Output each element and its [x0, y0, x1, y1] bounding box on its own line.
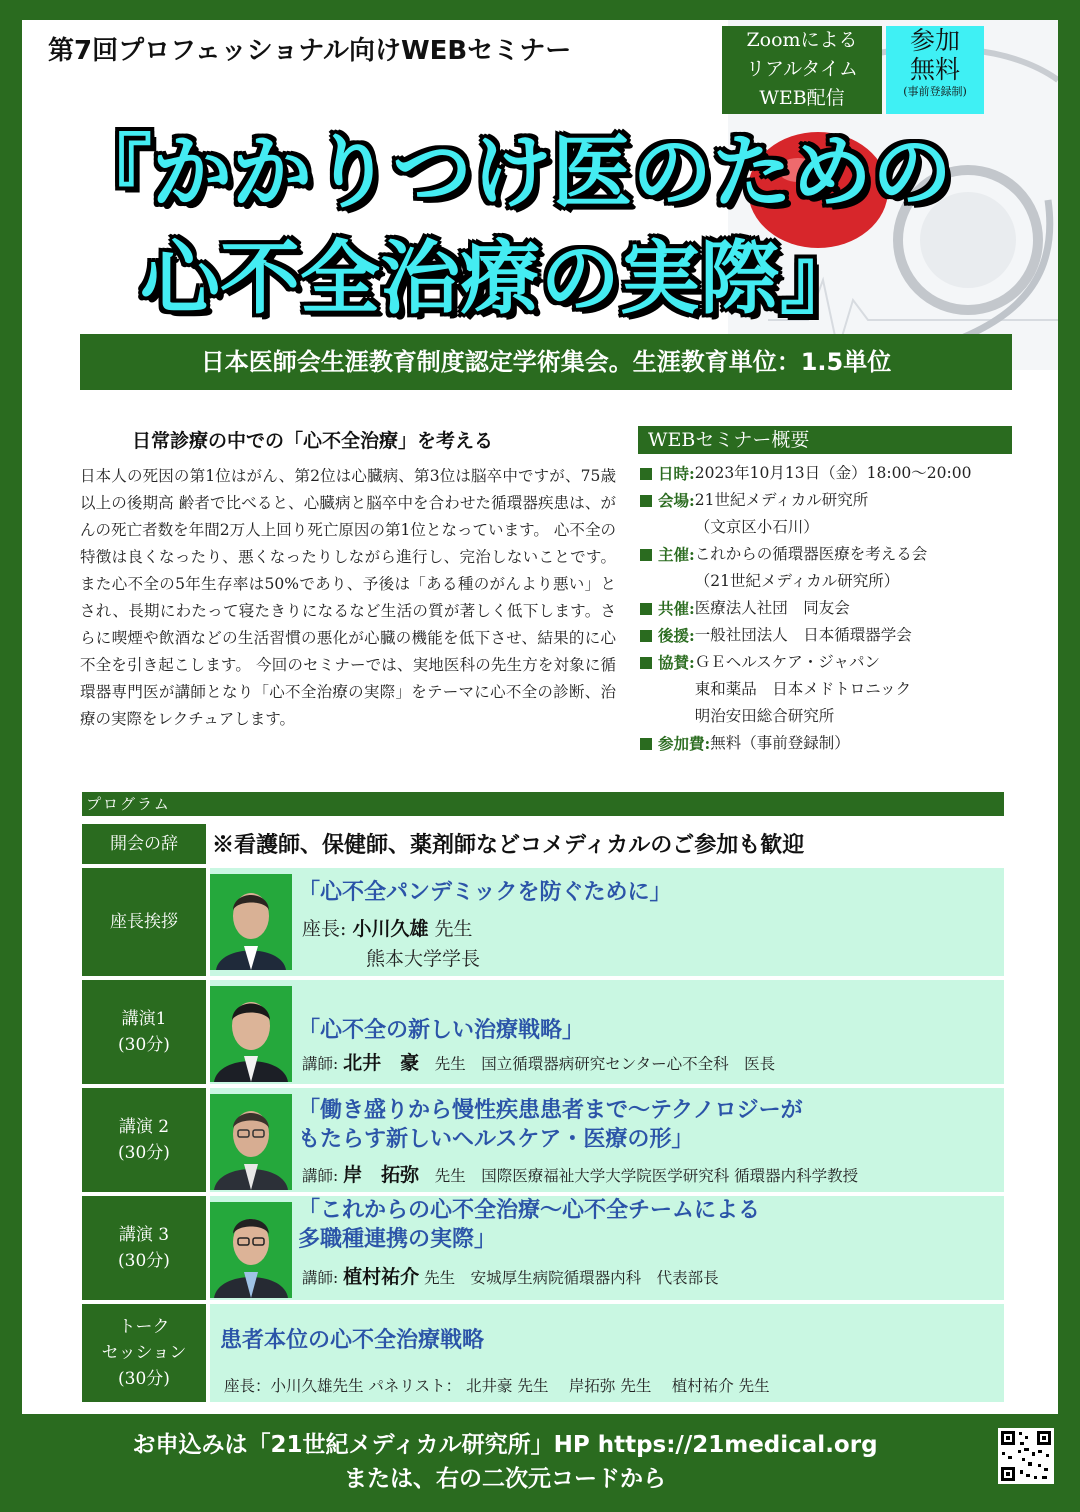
overview-label: 後援:	[658, 626, 695, 645]
program-heading: プログラム	[82, 792, 1004, 816]
session-speaker-line	[302, 1262, 719, 1289]
session-title: 「これからの心不全治療〜心不全チームによる 多職種連携の実際」	[298, 1197, 761, 1252]
session-speaker-name: 小川久雄	[352, 918, 429, 940]
overview-value: これからの循環器医療を考える会 （21世紀メディカル研究所）	[694, 545, 928, 590]
seminar-series-label: 第7回プロフェッショナル向けWEBセミナー	[48, 36, 572, 66]
zoom-line1: Zoomによる	[746, 29, 858, 51]
free-line1: 参加	[909, 26, 960, 55]
speaker-photo	[210, 1094, 292, 1190]
overview-value: ＧＥヘルスケア・ジャパン 東和薬品 日本メドトロニック 明治安田総合研究所	[694, 653, 912, 725]
free-line2: 無料	[909, 55, 960, 84]
session-speaker-name: 北井 豪	[343, 1052, 420, 1074]
opening-label: 開会の辞	[82, 824, 206, 864]
session-speaker-name: 植村祐介	[343, 1266, 420, 1288]
session-affiliation: 国際医療福祉大学大学院医学研究科 循環器内科学教授	[481, 1167, 859, 1185]
intro-heading: 日常診療の中での「心不全治療」を考える	[132, 430, 494, 452]
flyer-page	[22, 20, 1058, 1414]
registration-text: お申込みは「21世紀メディカル研究所」HP https://21medical.org	[132, 1432, 878, 1458]
qr-code-icon[interactable]	[998, 1428, 1054, 1484]
overview-item	[640, 730, 1020, 757]
bullet-square-icon	[640, 495, 652, 507]
overview-item	[640, 487, 1020, 541]
overview-item	[640, 622, 1020, 649]
session-label: 座長挨拶	[82, 868, 206, 976]
session-label: 講演1 (30分)	[82, 980, 206, 1084]
session-affiliation: 安城厚生病院循環器内科 代表部長	[470, 1269, 719, 1287]
main-title-line1: 『かかりつけ医のための	[72, 126, 952, 219]
speaker-photo	[210, 986, 292, 1082]
session-panel	[210, 1196, 1004, 1300]
session-panel	[210, 980, 1004, 1084]
zoom-line3: WEB配信	[759, 87, 845, 109]
session-speaker-line	[302, 914, 473, 941]
overview-heading: WEBセミナー概要	[638, 426, 1012, 454]
session-honorific: 先生	[424, 1269, 456, 1287]
speaker-photo	[210, 1202, 292, 1298]
zoom-line2: リアルタイム	[745, 58, 859, 80]
footer	[0, 1414, 1080, 1512]
overview-list	[640, 460, 1020, 757]
main-title	[72, 120, 1032, 332]
session-honorific: 先生	[434, 1055, 466, 1073]
speaker-photo	[210, 874, 292, 970]
bullet-square-icon	[640, 549, 652, 561]
bullet-square-icon	[640, 738, 652, 750]
certification-banner: 日本医師会生涯教育制度認定学術集会。生涯教育単位：1.5単位	[80, 334, 1012, 390]
session-label: 講演 3 (30分)	[82, 1196, 206, 1300]
main-title-line2: 心不全治療の実際』	[140, 232, 860, 325]
session-label: 講演 2 (30分)	[82, 1088, 206, 1192]
intro-body: 日本人の死因の第1位はがん、第2位は心臓病、第3位は脳卒中ですが、75歳以上の後期高 齢者で比べると、心臓病と脳卒中を合わせた循環器疾患は、がんの死亡者数を年間2万人上回り死亡原因の第1位となっています。 心不全の特徴は良くなったり、悪くなったりしながら進行し、完治しないことです。また心不全の5年生存率は50%であり、予後は「ある種のがんより悪い」とされ、長期にわたって寝たきりになるなど生活の質が著しく低下します。さらに喫煙や飲酒などの生活習慣の悪化が心臓の機能を低下させ、結果的に心不全を引き起こします。 今回のセミナーでは、実地医科の先生方を対象に循環器専門医が講師となり「心不全治療の実際」をテーマに心不全の診断、治療の実際をレクチュアします。	[80, 467, 616, 728]
session-speaker-line	[302, 1160, 858, 1187]
session-title: 「心不全の新しい治療戦略」	[298, 1017, 585, 1043]
talk-session-panel	[210, 1304, 1004, 1402]
session-role: 講師:	[302, 1167, 339, 1185]
bullet-square-icon	[640, 603, 652, 615]
free-participation-badge	[886, 26, 984, 114]
session-panel	[210, 1088, 1004, 1192]
talk-session-title: 患者本位の心不全治療戦略	[220, 1327, 485, 1353]
overview-item	[640, 649, 1020, 730]
session-role: 座長:	[302, 918, 347, 940]
session-honorific: 先生	[434, 1167, 466, 1185]
session-panel	[210, 868, 1004, 976]
overview-label: 会場:	[658, 491, 695, 510]
overview-value: 医療法人社団 同友会	[694, 599, 850, 617]
overview-value: 無料（事前登録制）	[710, 734, 850, 752]
session-affiliation: 熊本大学学長	[366, 948, 481, 970]
talk-session-participants: 座長：小川久雄先生 パネリスト： 北井豪 先生 岸拓弥 先生 植村祐介 先生	[224, 1377, 770, 1395]
overview-label: 協賛:	[658, 653, 695, 672]
session-title: 「働き盛りから慢性疾患患者まで〜テクノロジーが もたらす新しいヘルスケア・医療の形」	[298, 1097, 803, 1152]
talk-session-label: トーク セッション (30分)	[82, 1304, 206, 1402]
overview-item	[640, 595, 1020, 622]
session-title: 「心不全パンデミックを防ぐために」	[298, 879, 672, 905]
comedical-welcome-note: ※看護師、保健師、薬剤師などコメディカルのご参加も歓迎	[212, 832, 805, 858]
overview-item	[640, 460, 1020, 487]
session-role: 講師:	[302, 1269, 339, 1287]
overview-label: 参加費:	[658, 734, 711, 753]
session-speaker-name: 岸 拓弥	[343, 1164, 420, 1186]
overview-label: 日時:	[658, 464, 695, 483]
overview-value: 2023年10月13日（金）18:00〜20:00	[694, 464, 972, 482]
session-affiliation: 国立循環器病研究センター心不全科 医長	[481, 1055, 776, 1073]
session-speaker-line	[302, 1048, 775, 1075]
bullet-square-icon	[640, 468, 652, 480]
overview-value: 21世紀メディカル研究所 （文京区小石川）	[694, 491, 869, 536]
free-note: (事前登録制)	[903, 85, 967, 98]
session-role: 講師:	[302, 1055, 339, 1073]
zoom-delivery-badge	[722, 26, 882, 114]
overview-label: 共催:	[658, 599, 695, 618]
overview-item	[640, 541, 1020, 595]
qr-instruction-text: または、右の二次元コードから	[344, 1466, 666, 1492]
session-honorific: 先生	[434, 918, 473, 940]
bullet-square-icon	[640, 657, 652, 669]
overview-value: 一般社団法人 日本循環器学会	[694, 626, 912, 644]
bullet-square-icon	[640, 630, 652, 642]
overview-label: 主催:	[658, 545, 695, 564]
